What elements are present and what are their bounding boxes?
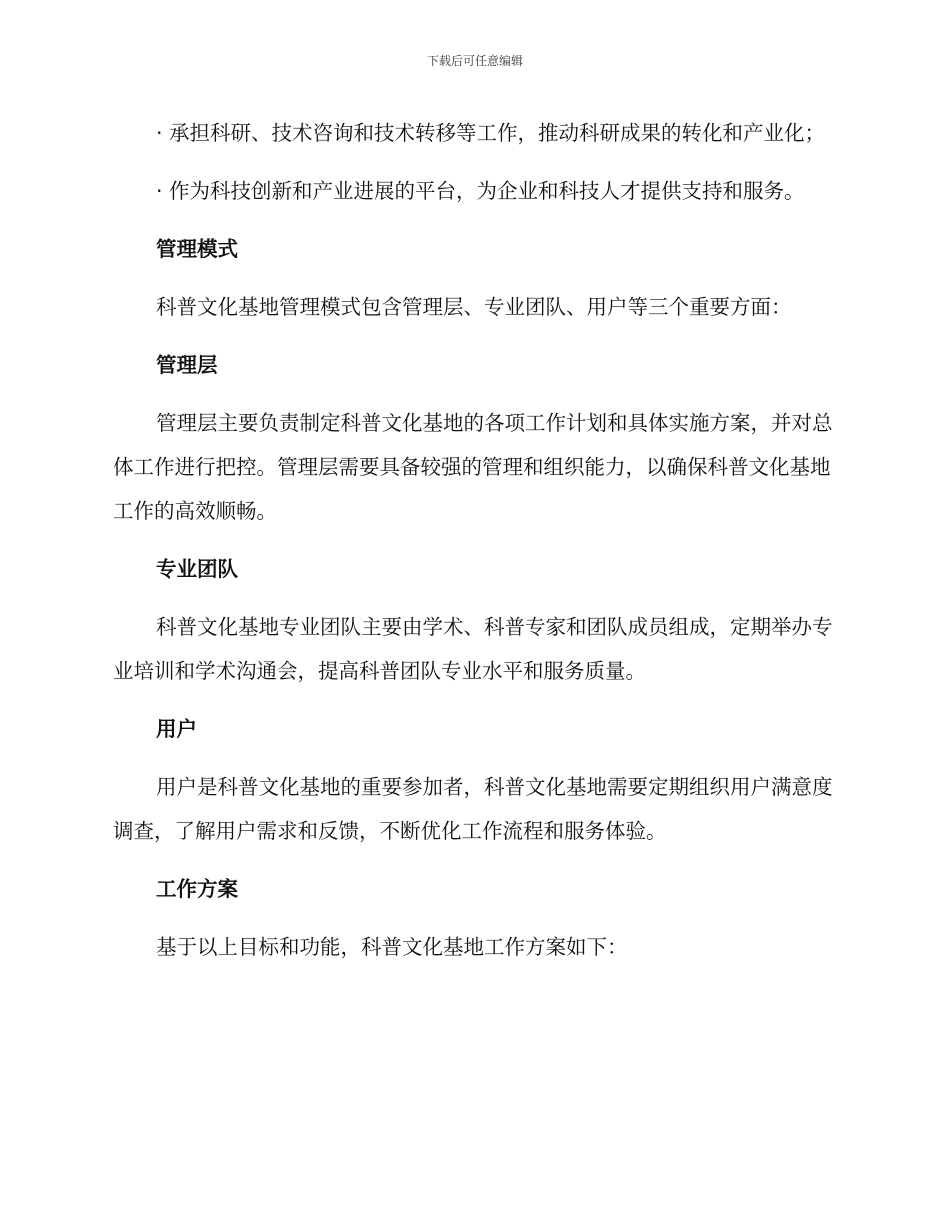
- paragraph-management-mode: 科普文化基地管理模式包含管理层、专业团队、用户等三个重要方面：: [156, 295, 792, 319]
- paragraph-work-plan: 基于以上目标和功能，科普文化基地工作方案如下：: [156, 935, 628, 959]
- paragraph-professional-team: 科普文化基地专业团队主要由学术、科普专家和团队成员组成，定期举办专业培训和学术沟通会，提高科普团队专业水平和服务质量。: [113, 615, 833, 683]
- paragraph-management-layer: 管理层主要负责制定科普文化基地的各项工作计划和具体实施方案，并对总体工作进行把控。管理层需要具备较强的管理和组织能力，以确保科普文化基地工作的高效顺畅。: [113, 411, 833, 523]
- section-heading-user: 用户: [156, 717, 197, 741]
- paragraph-user: 用户是科普文化基地的重要参加者，科普文化基地需要定期组织用户满意度调查，了解用户需求和反馈，不断优化工作流程和服务体验。: [113, 775, 833, 843]
- document-body: [113, 111, 833, 969]
- section-heading-management-layer: 管理层: [156, 353, 218, 377]
- bullet-paragraph-platform: · 作为科技创新和产业进展的平台，为企业和科技人才提供支持和服务。: [156, 179, 805, 203]
- section-heading-work-plan: 工作方案: [156, 877, 238, 901]
- page-header-note: 下载后可任意编辑: [426, 54, 523, 68]
- section-heading-professional-team: 专业团队: [156, 557, 238, 581]
- section-heading-management-mode: 管理模式: [156, 237, 238, 261]
- bullet-paragraph-research: · 承担科研、技术咨询和技术转移等工作，推动科研成果的转化和产业化；: [156, 121, 826, 145]
